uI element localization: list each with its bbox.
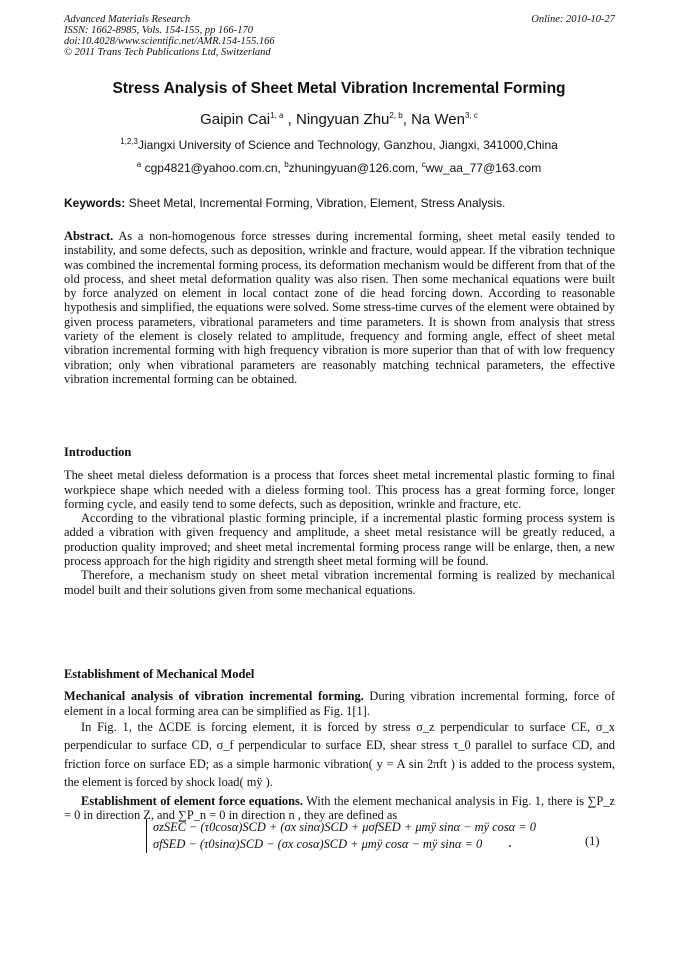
journal-name: Advanced Materials Research bbox=[64, 14, 191, 25]
equation-period: . bbox=[508, 834, 512, 851]
email[interactable]: ww_aa_77@163.com bbox=[425, 161, 542, 175]
email-sup: b bbox=[284, 160, 289, 169]
introduction-section bbox=[64, 445, 615, 597]
doi: doi:10.4028/www.scientific.net/AMR.154-155.166 bbox=[64, 36, 275, 47]
author-name: Gaipin Cai bbox=[200, 111, 271, 128]
emails bbox=[0, 160, 678, 175]
email[interactable]: cgp4821@yahoo.com.cn, bbox=[144, 161, 281, 175]
subsection-heading: Mechanical analysis of vibration incremental forming. bbox=[64, 689, 364, 704]
equation: σzSEC − (τ0cosα)SCD + (σx sinα)SCD + μσfSED + μmÿ sinα − mÿ cosα = 0 bbox=[153, 820, 536, 834]
affiliation bbox=[0, 137, 678, 152]
aff-text: Jiangxi University of Science and Technology, Ganzhou, Jiangxi, 341000,China bbox=[137, 138, 558, 152]
paragraph: With the element mechanical analysis in Fig. 1, there is ∑P_z = 0 in direction Z, and ∑P_n = 0 in direction n , they are defined as bbox=[64, 793, 615, 823]
subsection-heading: Establishment of element force equations. bbox=[81, 793, 303, 808]
model-section bbox=[64, 667, 615, 822]
author-sup: 3, c bbox=[465, 111, 478, 120]
author-name: Na Wen bbox=[411, 111, 465, 128]
author-name: Ningyuan Zhu bbox=[295, 111, 390, 128]
section-heading: Introduction bbox=[64, 445, 132, 459]
keywords bbox=[64, 196, 505, 210]
paragraph: Therefore, a mechanism study on sheet metal vibration incremental forming is realized by mechanical model built and their solutions given from some mechanical equations. bbox=[64, 568, 615, 597]
journal-header bbox=[64, 14, 275, 58]
equation-system bbox=[146, 819, 536, 853]
abstract-text: As a non-homogenous force stresses during incremental forming, sheet metal easily tended to instability, and some defects, such as deposition, wrinkle and fracture, would appear. If the vibration technique was combined the incremental forming process, its deformation mechanism would be different from that of the old process, and sheet metal deformation quality was also risen. Then some mechanical equations were built by force analyzed on element in local contact zone of die head forcing down. According to reasonable hypothesis and simplified, the equations were solved. Some stress-time curves of the element were obtained by given process parameters, vibrational parameters and time parameters. It is shown from analysis that stress variety of the element is closely related to amplitude, frequency and forming angle, effect of sheet metal vibration incremental forming with high frequency vibration is more superior than that of with low frequency vibration; only when vibrational parameters are reasonably matching technical parameters, the effective vibration incremental forming can be obtained. bbox=[64, 229, 615, 386]
equation-number: (1) bbox=[585, 834, 600, 848]
keywords-label: Keywords: bbox=[64, 196, 126, 210]
issn: ISSN: 1662-8985, Vols. 154-155, pp 166-170 bbox=[64, 25, 253, 36]
keywords-text: Sheet Metal, Incremental Forming, Vibration, Element, Stress Analysis. bbox=[128, 196, 506, 210]
abstract-label: Abstract. bbox=[64, 229, 114, 243]
authors: Gaipin Cai$^{1, a}$ , Ningyuan Zhu$^{2, b}$, Na Wen$^{3, c}$ bbox=[200, 111, 478, 128]
online-date: Online: 2010-10-27 bbox=[531, 14, 615, 25]
author-sup: 2, b bbox=[389, 111, 403, 120]
paragraph: According to the vibrational plastic forming principle, if a incremental plastic forming process system is added a vibration with given frequency and amplitude, a sheet metal resistance will be greatly reduced, a production quality improved; and sheet metal incremental forming process range will be enlarge, then, a new process approach for the high rigidity and strength sheet metal forming will be found. bbox=[64, 511, 615, 569]
email[interactable]: zhuningyuan@126.com, bbox=[288, 161, 419, 175]
section-heading: Establishment of Mechanical Model bbox=[64, 667, 255, 681]
email-sup: a bbox=[136, 160, 142, 169]
paragraph: In Fig. 1, the ΔCDE is forcing element, it is forced by stress σ_z perpendicular to surface CE, σ_x perpendicular to surface CD, σ_f perpendicular to surface ED, shear stress τ_0 parallel to surface CD, and friction force on surface ED; as a simple harmonic vibration( y = A sin 2πft ) is added to the process system, the element is forced by shock load( mÿ ). bbox=[64, 719, 615, 790]
equation: σfSED − (τ0sinα)SCD − (σx cosα)SCD + μmÿ cosα − mÿ sinα = 0 bbox=[153, 837, 483, 851]
abstract bbox=[64, 229, 615, 386]
aff-sup: 1,2,3 bbox=[120, 137, 138, 146]
paragraph: During vibration incremental forming, force of element in a local forming area can be simplified as Fig. 1[1]. bbox=[64, 689, 615, 718]
copyright: © 2011 Trans Tech Publications Ltd, Switzerland bbox=[64, 47, 271, 58]
paper-title: Stress Analysis of Sheet Metal Vibration Incremental Forming bbox=[112, 80, 566, 97]
paragraph: The sheet metal dieless deformation is a process that forces sheet metal incremental plastic forming to final workpiece shape which needed with a dieless forming tool. This process has a great forming force, longer forming cycle, and easily tend to some defects, such as deposition, wrinkle and fracture, etc. bbox=[64, 468, 615, 511]
author-sup: 1, a bbox=[270, 111, 284, 120]
email-sup: c bbox=[421, 160, 426, 169]
